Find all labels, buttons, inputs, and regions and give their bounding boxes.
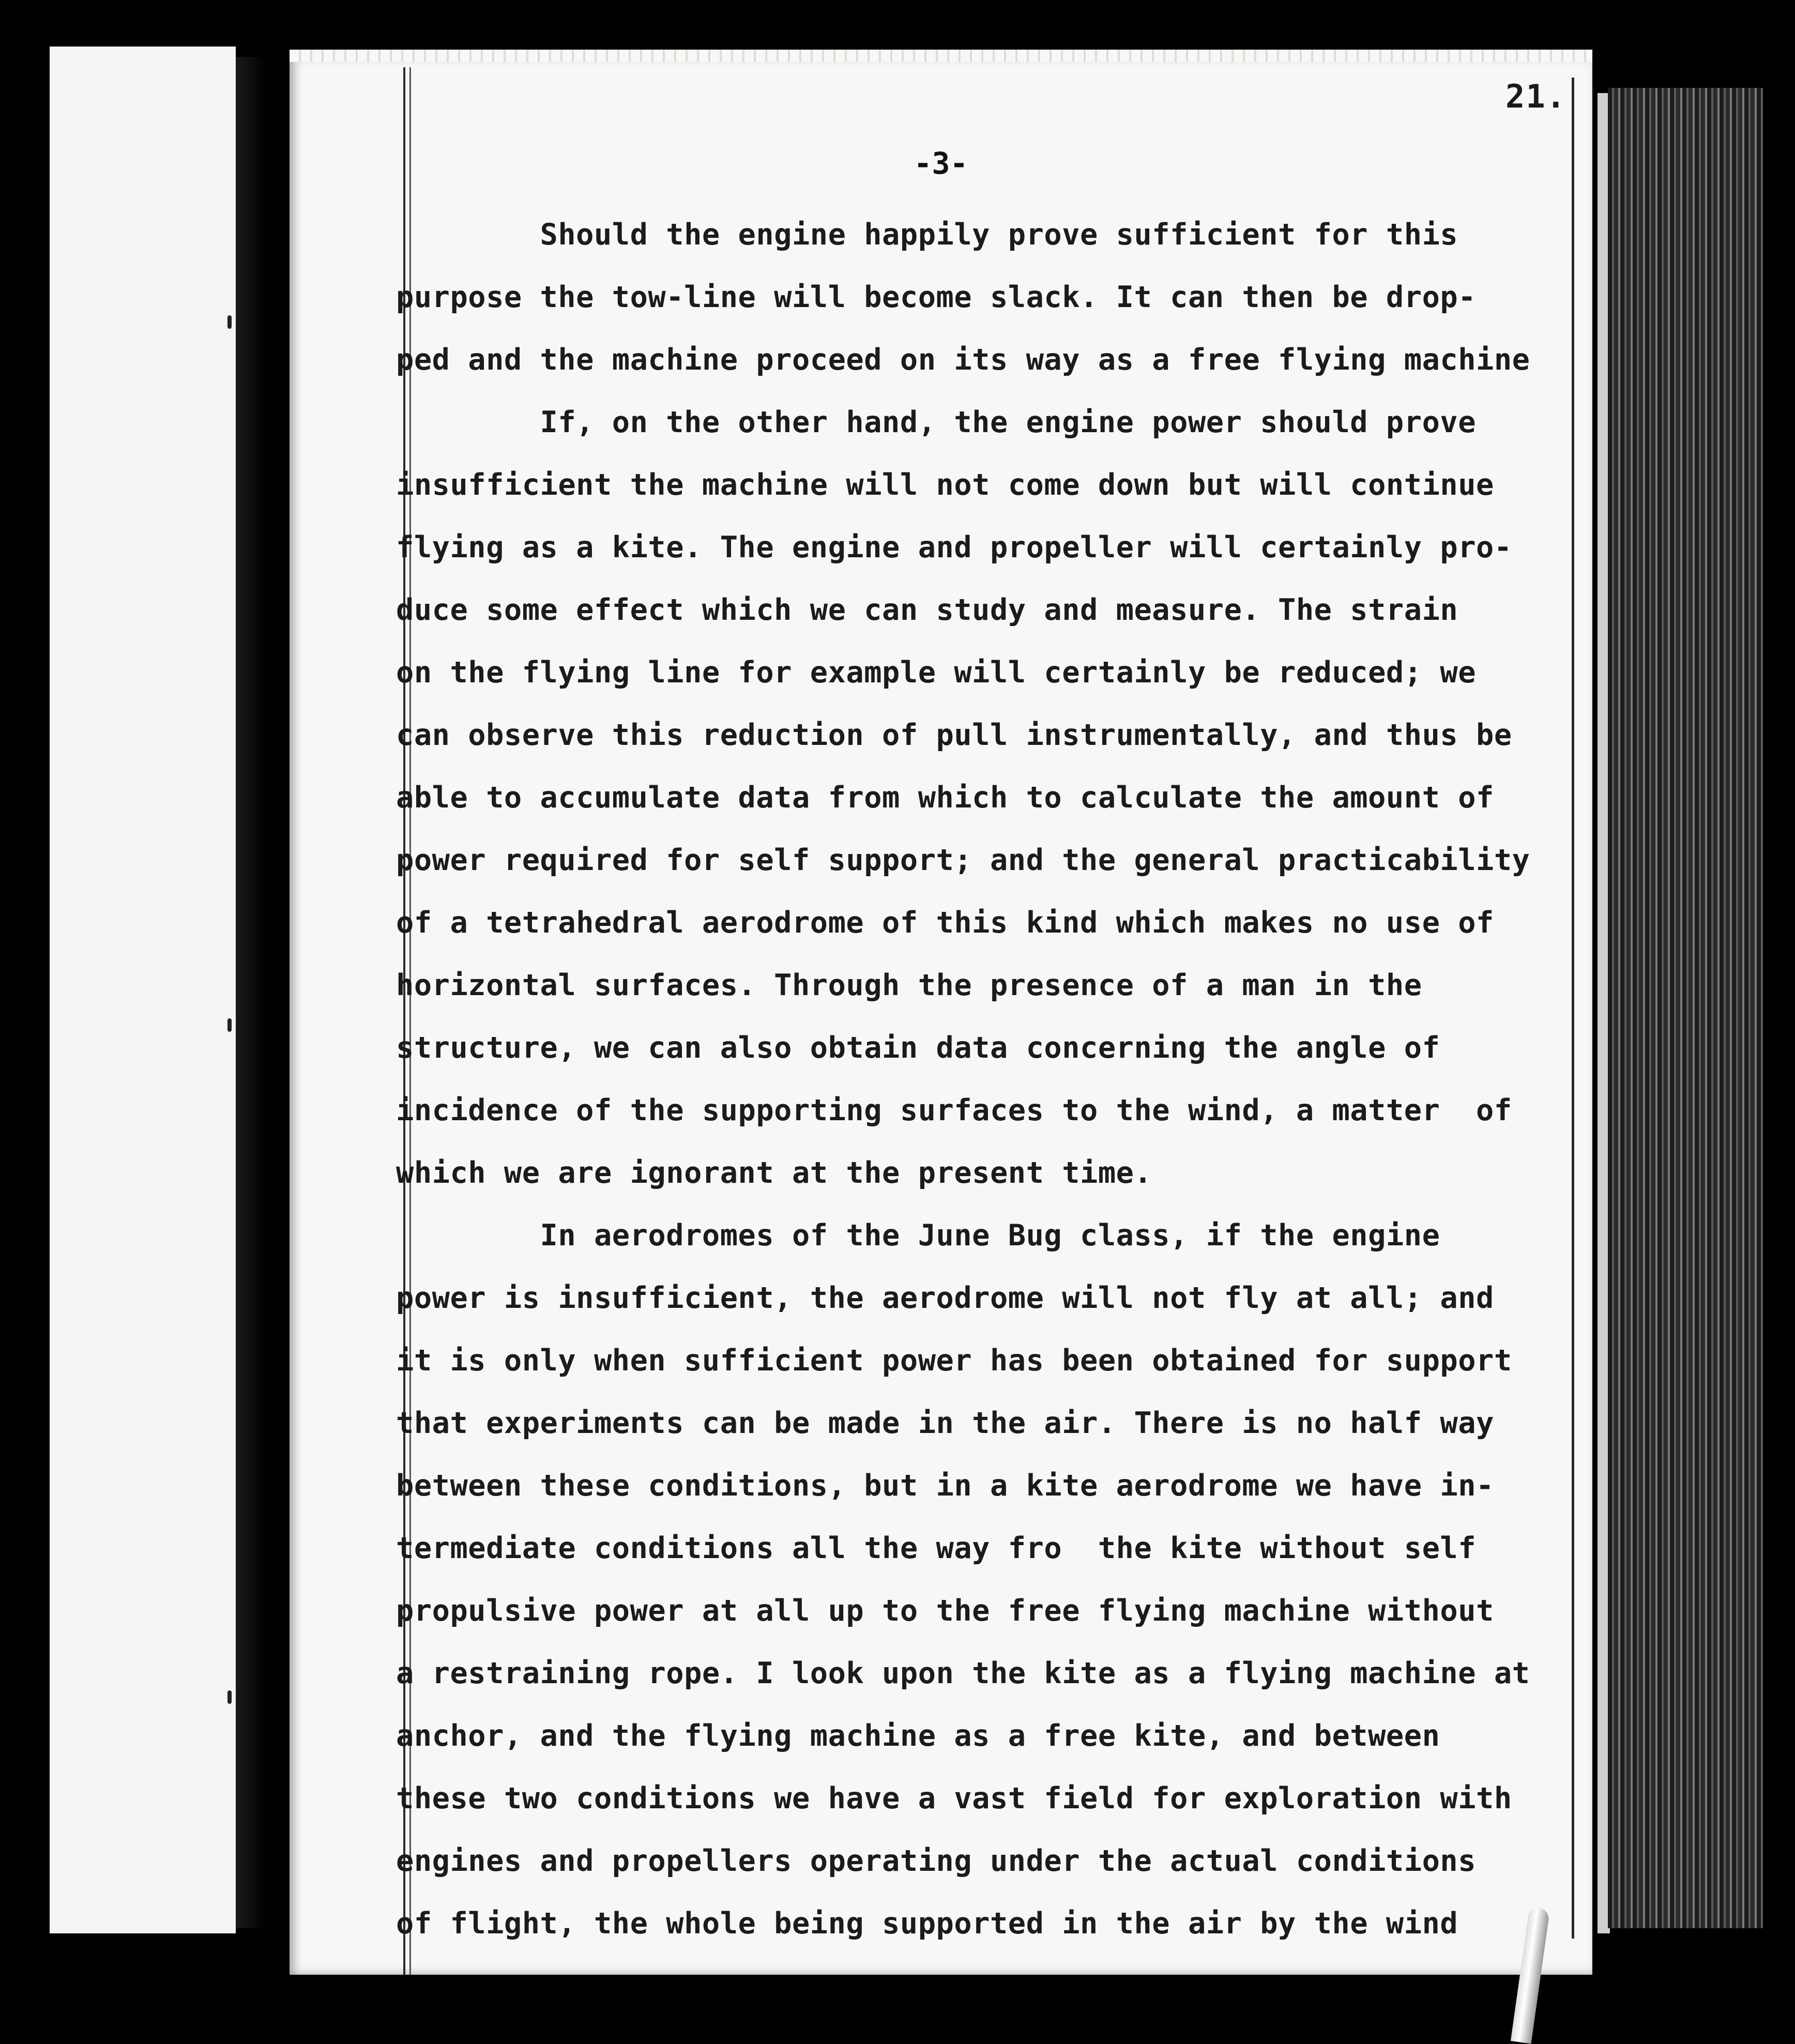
book-fore-edge — [1608, 88, 1763, 1928]
text-line: of flight, the whole being supported in the air by the wind — [396, 1906, 1458, 1941]
text-line: propulsive power at all up to the free flying machine without — [396, 1594, 1494, 1628]
text-line: ped and the machine proceed on its way as a free flying machine — [396, 343, 1530, 377]
text-line: In aerodromes of the June Bug class, if the engine — [396, 1218, 1440, 1253]
text-line: incidence of the supporting surfaces to the wind, a matter of — [396, 1093, 1512, 1127]
text-line: it is only when sufficient power has been obtained for support — [396, 1344, 1512, 1378]
text-line: termediate conditions all the way fro the kite without self — [396, 1531, 1477, 1565]
text-line: power is insufficient, the aerodrome will not fly at all; and — [396, 1281, 1494, 1315]
text-line: these two conditions we have a vast field for exploration with — [396, 1781, 1512, 1816]
gutter-marks — [227, 0, 238, 2043]
text-line: flying as a kite. The engine and propeller will certainly pro- — [396, 530, 1512, 565]
text-line: anchor, and the flying machine as a free kite, and between — [396, 1719, 1440, 1753]
torn-top-edge — [290, 50, 1592, 62]
document-page — [290, 57, 1592, 1975]
text-line: on the flying line for example will certainly be reduced; we — [396, 655, 1477, 690]
text-line: If, on the other hand, the engine power should prove — [396, 405, 1477, 439]
gutter-shadow — [236, 57, 267, 1928]
text-line: able to accumulate data from which to calculate the amount of — [396, 781, 1494, 815]
typed-text-body — [396, 204, 1575, 1955]
text-line: engines and propellers operating under the actual conditions — [396, 1844, 1477, 1878]
text-line: structure, we can also obtain data concerning the angle of — [396, 1031, 1440, 1065]
facing-page-edge — [50, 47, 236, 1933]
text-line: Should the engine happily prove sufficient for this — [396, 218, 1458, 252]
text-line: insufficient the machine will not come down but will continue — [396, 468, 1494, 502]
text-line: horizontal surfaces. Through the presence of a man in the — [396, 968, 1422, 1002]
text-line: can observe this reduction of pull instrumentally, and thus be — [396, 718, 1512, 752]
text-line: a restraining rope. I look upon the kite as a flying machine at — [396, 1656, 1530, 1690]
text-line: purpose the tow-line will become slack. It can then be drop- — [396, 280, 1477, 314]
text-line: between these conditions, but in a kite aerodrome we have in- — [396, 1469, 1494, 1503]
text-line: duce some effect which we can study and measure. The strain — [396, 593, 1458, 627]
page-number: -3- — [914, 146, 968, 181]
text-line: that experiments can be made in the air. There is no half way — [396, 1406, 1494, 1440]
text-line: power required for self support; and the general practicability — [396, 843, 1530, 877]
text-line: of a tetrahedral aerodrome of this kind which makes no use of — [396, 906, 1494, 940]
text-line: which we are ignorant at the present time. — [396, 1156, 1152, 1190]
folio-number: 21. — [1505, 78, 1566, 115]
